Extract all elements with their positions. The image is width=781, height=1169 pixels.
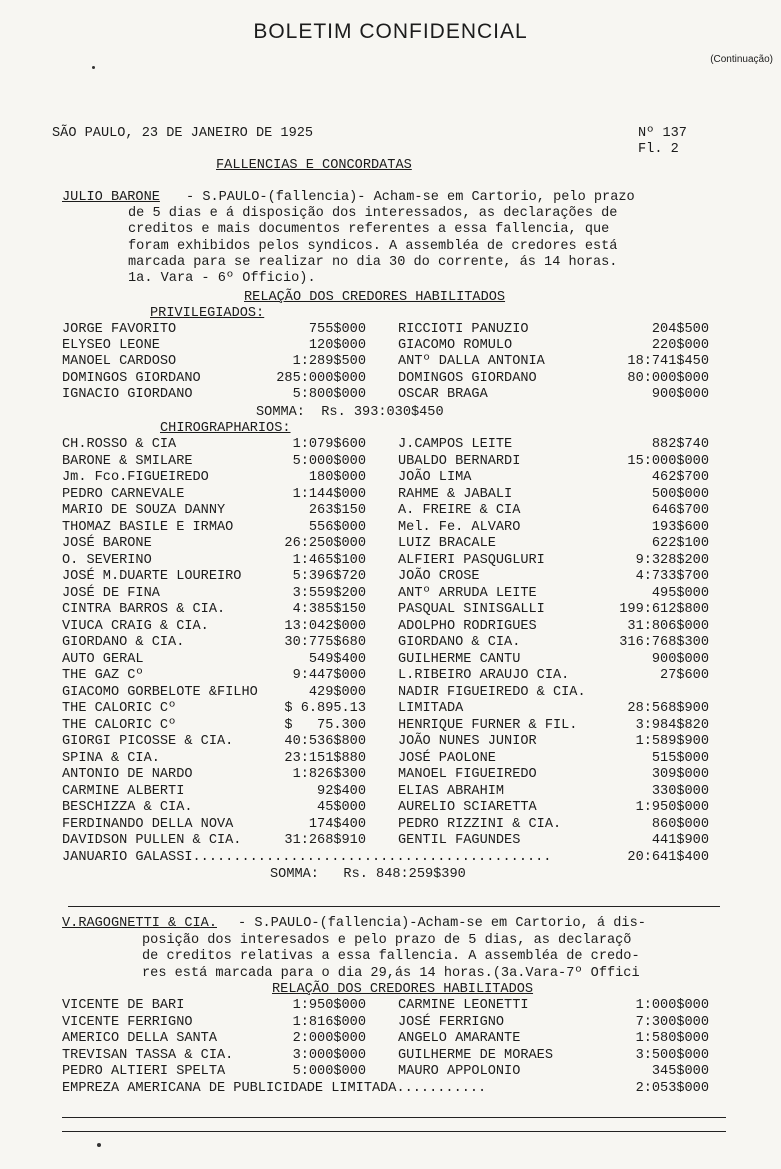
creditor-amount: 1:950$000 xyxy=(292,998,366,1013)
creditor-name: THOMAZ BASILE E IRMAO xyxy=(62,519,234,535)
creditor-name: GIORDANO & CIA. xyxy=(62,635,185,650)
creditor-name: JOÃO CROSE xyxy=(398,569,480,584)
creditor-amount: 860$000 xyxy=(651,816,709,832)
creditor-amount: 199:612$800 xyxy=(619,602,709,617)
dateline: SÃO PAULO, 23 DE JANEIRO DE 1925 xyxy=(52,126,314,141)
creditor-name: PASQUAL SINISGALLI xyxy=(398,602,545,617)
creditor-amount: 9:328$200 xyxy=(635,552,709,568)
creditor-amount: 1:144$000 xyxy=(292,486,366,502)
creditor-amount: 330$000 xyxy=(651,783,709,799)
creditor-amount: 20:641$400 xyxy=(627,849,709,865)
creditor-name: PEDRO CARNEVALE xyxy=(62,486,185,502)
creditor-name: AURELIO SCIARETTA xyxy=(398,800,537,815)
creditor-name: CINTRA BARROS & CIA. xyxy=(62,602,226,617)
creditor-amount: 462$700 xyxy=(651,470,709,485)
creditor-amount: 1:289$500 xyxy=(292,354,366,370)
header-title: BOLETIM CONFIDENCIAL xyxy=(253,20,528,43)
creditor-name: GUILHERME DE MORAES xyxy=(398,1047,553,1063)
sheet-number: Fl. 2 xyxy=(638,142,679,157)
ink-speck xyxy=(97,1143,101,1147)
creditor-amount: 1:465$100 xyxy=(292,552,366,568)
creditor-name: DOMINGOS GIORDANO xyxy=(398,370,537,386)
creditor-name: GENTIL FAGUNDES xyxy=(398,833,521,848)
creditor-name: AUTO GERAL xyxy=(62,651,144,667)
creditor-amount: 92$400 xyxy=(317,783,366,799)
creditor-name: AMERICO DELLA SANTA xyxy=(62,1031,217,1046)
case-text-line: de creditos relativas a essa fallencia. A assembléa de credo- xyxy=(142,949,640,964)
creditor-name: VIUCA CRAIG & CIA. xyxy=(62,618,209,634)
case-text-line: posição dos interesados e pelo prazo de 5 dias, as declaraçõ xyxy=(142,932,632,948)
creditor-name: GIACOMO GORBELOTE &FILHO xyxy=(62,684,258,700)
creditor-amount: 193$600 xyxy=(651,519,709,535)
creditor-name: GIACOMO ROMULO xyxy=(398,338,513,354)
creditor-amount: 1:589$900 xyxy=(635,734,709,749)
creditor-amount: 429$000 xyxy=(308,684,366,700)
creditor-amount: 1:816$000 xyxy=(292,1014,366,1030)
creditor-amount: 40:536$800 xyxy=(284,734,366,749)
creditor-amount: 1:950$000 xyxy=(635,800,709,815)
creditor-name: MAURO APPOLONIO xyxy=(398,1064,521,1079)
creditor-name: THE CALORIC Cº xyxy=(62,701,177,716)
creditor-name: THE CALORIC Cº xyxy=(62,717,177,733)
creditor-name: JANUARIO GALASSI............................................ xyxy=(62,849,552,865)
creditor-amount: 285:000$000 xyxy=(276,370,366,386)
creditor-name: LIMITADA xyxy=(398,701,464,716)
creditor-name: LUIZ BRACALE xyxy=(398,536,496,551)
creditor-name: ADOLPHO RODRIGUES xyxy=(398,618,537,634)
creditor-name: JOSÉ BARONE xyxy=(62,536,152,551)
creditor-amount: 5:396$720 xyxy=(292,569,366,584)
divider-bottom-2 xyxy=(62,1131,726,1132)
creditor-name: VICENTE DE BARI xyxy=(62,998,185,1013)
section-title: FALLENCIAS E CONCORDATAS xyxy=(216,158,412,173)
privilegiados-sum: SOMMA: Rs. 393:030$450 xyxy=(256,405,444,420)
case-firm-name: JULIO BARONE xyxy=(62,190,160,205)
case-text-line: de 5 dias e á disposição dos interessados, as declarações de xyxy=(128,206,618,222)
creditor-amount: 2:000$000 xyxy=(292,1031,366,1046)
case-text-line: res está marcada para o dia 29,ás 14 horas.(3a.Vara-7º Offici xyxy=(142,965,640,981)
creditor-amount: 31:806$000 xyxy=(627,618,709,634)
creditor-amount: 755$000 xyxy=(308,322,366,337)
creditor-amount: 441$900 xyxy=(651,833,709,848)
creditor-name: VICENTE FERRIGNO xyxy=(62,1014,193,1030)
creditor-amount: 13:042$000 xyxy=(284,618,366,634)
ink-speck xyxy=(92,66,95,69)
creditor-name: SPINA & CIA. xyxy=(62,750,160,766)
creditor-name: GIORGI PICOSSE & CIA. xyxy=(62,734,234,749)
creditor-name: JOSÉ PAOLONE xyxy=(398,750,496,766)
creditor-name: GUILHERME CANTU xyxy=(398,651,521,667)
bulletin-number: Nº 137 xyxy=(638,126,687,141)
divider-bottom-1 xyxy=(62,1117,726,1118)
creditor-amount: 4:385$150 xyxy=(292,602,366,617)
creditor-name: EMPREZA AMERICANA DE PUBLICIDADE LIMITADA........... xyxy=(62,1080,487,1096)
creditor-name: MANOEL CARDOSO xyxy=(62,354,177,370)
creditor-amount: 900$000 xyxy=(651,651,709,667)
creditor-amount: 549$400 xyxy=(308,651,366,667)
creditor-name: HENRIQUE FURNER & FIL. xyxy=(398,717,578,733)
creditor-name: GIORDANO & CIA. xyxy=(398,635,521,650)
creditor-name: DOMINGOS GIORDANO xyxy=(62,370,201,386)
creditor-name: IGNACIO GIORDANO xyxy=(62,386,193,402)
creditor-amount: $ 75.300 xyxy=(284,717,366,733)
creditor-amount: 204$500 xyxy=(651,322,709,337)
creditor-name: CARMINE ALBERTI xyxy=(62,783,185,799)
creditor-name: ALFIERI PASQUGLURI xyxy=(398,552,545,568)
creditor-amount: 882$740 xyxy=(651,437,709,452)
creditor-name: O. SEVERINO xyxy=(62,552,152,568)
relacao-title: RELAÇÃO DOS CREDORES HABILITADOS xyxy=(244,290,506,305)
creditor-amount: 45$000 xyxy=(317,800,366,815)
creditor-amount: 1:826$300 xyxy=(292,767,366,782)
creditor-amount: 180$000 xyxy=(308,470,366,485)
chirographarios-label: CHIROGRAPHARIOS: xyxy=(160,421,291,436)
creditor-amount: 28:568$900 xyxy=(627,701,709,716)
creditor-name: DAVIDSON PULLEN & CIA. xyxy=(62,833,242,848)
creditor-amount: 500$000 xyxy=(651,486,709,502)
case-text-line: - S.PAULO-(fallencia)- Acham-se em Cartorio, pelo prazo xyxy=(186,190,635,205)
creditor-amount: 556$000 xyxy=(308,519,366,535)
case-text-line: creditos e mais documentos referentes a essa fallencia, que xyxy=(128,222,610,238)
creditor-name: RAHME & JABALI xyxy=(398,486,513,502)
creditor-amount: 23:151$880 xyxy=(284,750,366,766)
creditor-name: UBALDO BERNARDI xyxy=(398,453,521,469)
creditor-amount: 31:268$910 xyxy=(284,833,366,848)
case-text-line: foram exhibidos pelos syndicos. A assembléa de credores está xyxy=(128,238,618,254)
creditor-amount: 316:768$300 xyxy=(619,635,709,650)
creditor-name: PEDRO ALTIERI SPELTA xyxy=(62,1064,226,1079)
creditor-amount: 515$000 xyxy=(651,750,709,766)
creditor-amount: 3:984$820 xyxy=(635,717,709,733)
creditor-name: J.CAMPOS LEITE xyxy=(398,437,513,452)
relacao-title: RELAÇÃO DOS CREDORES HABILITADOS xyxy=(272,982,534,997)
creditor-amount: 7:300$000 xyxy=(635,1014,709,1030)
creditor-amount: 345$000 xyxy=(651,1064,709,1079)
creditor-name: JOÃO LIMA xyxy=(398,470,472,485)
creditor-name: Jm. Fco.FIGUEIREDO xyxy=(62,470,209,485)
creditor-amount: 900$000 xyxy=(651,386,709,402)
creditor-name: CARMINE LEONETTI xyxy=(398,998,529,1013)
creditor-amount: 4:733$700 xyxy=(635,569,709,584)
creditor-name: CH.ROSSO & CIA xyxy=(62,437,177,452)
creditor-name: TREVISAN TASSA & CIA. xyxy=(62,1047,234,1063)
creditor-name: ELYSEO LEONE xyxy=(62,338,160,354)
divider-top xyxy=(68,906,720,907)
creditor-amount: 5:000$000 xyxy=(292,453,366,469)
creditor-amount: 27$600 xyxy=(660,668,709,683)
case-firm-name: V.RAGOGNETTI & CIA. xyxy=(62,916,217,931)
creditor-name: MARIO DE SOUZA DANNY xyxy=(62,503,226,518)
creditor-name: JOSÉ DE FINA xyxy=(62,585,160,601)
creditor-name: ANGELO AMARANTE xyxy=(398,1031,521,1046)
creditor-amount: 309$000 xyxy=(651,767,709,782)
creditor-amount: 5:000$000 xyxy=(292,1064,366,1079)
creditor-amount: 30:775$680 xyxy=(284,635,366,650)
creditor-amount: 26:250$000 xyxy=(284,536,366,551)
case-text-line: marcada para se realizar no dia 30 do corrente, ás 14 horas. xyxy=(128,254,618,270)
creditor-name: L.RIBEIRO ARAUJO CIA. xyxy=(398,668,570,683)
creditor-name: FERDINANDO DELLA NOVA xyxy=(62,816,234,832)
creditor-amount: 1:580$000 xyxy=(635,1031,709,1046)
creditor-name: Mel. Fe. ALVARO xyxy=(398,519,521,535)
creditor-name: ELIAS ABRAHIM xyxy=(398,783,505,799)
creditor-amount: 1:079$600 xyxy=(292,437,366,452)
creditor-name: JORGE FAVORITO xyxy=(62,322,177,337)
creditor-amount: 18:741$450 xyxy=(627,354,709,370)
creditor-name: JOSÉ FERRIGNO xyxy=(398,1014,505,1030)
case-text-line: 1a. Vara - 6º Officio). xyxy=(128,271,316,286)
creditor-amount: 3:500$000 xyxy=(635,1047,709,1063)
creditor-name: NADIR FIGUEIREDO & CIA. xyxy=(398,684,586,700)
creditor-amount: 3:559$200 xyxy=(292,585,366,601)
creditor-amount: 120$000 xyxy=(308,338,366,354)
creditor-amount: 263$150 xyxy=(308,503,366,518)
privilegiados-label: PRIVILEGIADOS: xyxy=(150,306,265,321)
creditor-name: JOÃO NUNES JUNIOR xyxy=(398,734,537,749)
creditor-name: ANTONIO DE NARDO xyxy=(62,767,193,782)
creditor-name: ANTº DALLA ANTONIA xyxy=(398,354,545,370)
creditor-amount: 646$700 xyxy=(651,503,709,518)
creditor-name: A. FREIRE & CIA xyxy=(398,503,521,518)
chirographarios-sum: SOMMA: Rs. 848:259$390 xyxy=(270,867,466,882)
creditor-name: ANTº ARRUDA LEITE xyxy=(398,585,537,601)
creditor-amount: 15:000$000 xyxy=(627,453,709,469)
creditor-amount: 9:447$000 xyxy=(292,668,366,683)
creditor-name: OSCAR BRAGA xyxy=(398,386,488,402)
case-text-line: - S.PAULO-(fallencia)-Acham-se em Cartorio, á dis- xyxy=(238,916,646,931)
creditor-amount: 80:000$000 xyxy=(627,370,709,386)
creditor-amount: 174$400 xyxy=(308,816,366,832)
creditor-name: MANOEL FIGUEIREDO xyxy=(398,767,537,782)
creditor-name: PEDRO RIZZINI & CIA. xyxy=(398,816,562,832)
creditor-amount: 3:000$000 xyxy=(292,1047,366,1063)
creditor-amount: 495$000 xyxy=(651,585,709,601)
continuation-note: (Continuação) xyxy=(710,54,773,65)
creditor-amount: 1:000$000 xyxy=(635,998,709,1013)
creditor-amount: 220$000 xyxy=(651,338,709,354)
creditor-name: THE GAZ Cº xyxy=(62,668,144,683)
creditor-name: JOSÉ M.DUARTE LOUREIRO xyxy=(62,569,242,584)
creditor-amount: 622$100 xyxy=(651,536,709,551)
creditor-amount: $ 6.895.13 xyxy=(284,701,366,716)
creditor-amount: 2:053$000 xyxy=(635,1080,709,1096)
creditor-name: RICCIOTI PANUZIO xyxy=(398,322,529,337)
creditor-name: BARONE & SMILARE xyxy=(62,453,193,469)
creditor-name: BESCHIZZA & CIA. xyxy=(62,800,193,815)
creditor-amount: 5:800$000 xyxy=(292,386,366,402)
